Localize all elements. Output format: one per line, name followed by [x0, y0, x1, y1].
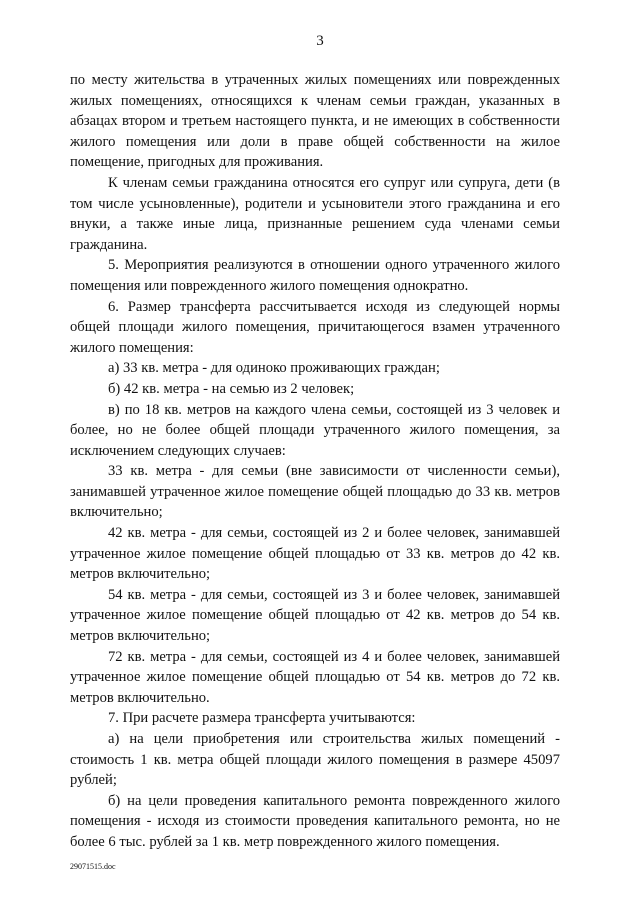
paragraph-item-6b: б) 42 кв. метра - на семью из 2 человек;	[108, 380, 355, 397]
paragraph-item-6v: в) по 18 кв. метров на каждого члена семьи, состоящей из 3 человек и более, но не более общей площади утраченного жилого помещения, за исключением следующих случаев:	[70, 401, 560, 459]
paragraph-item-7: 7. При расчете размера трансферта учитываются:	[108, 710, 416, 727]
paragraph-continuation: по месту жительства в утраченных жилых помещениях или поврежденных жилых помещениях, относящихся к членам семьи граждан, указанных в абзацах втором и третьем настоящего пункта, и не имеющих в собственности жилого помещения или доли в праве общей собственности на жилое помещение, пригодных для проживания.	[70, 72, 560, 171]
paragraph-case-54: 54 кв. метра - для семьи, состоящей из 3 и более человек, занимавшей утраченное жилое помещение общей площадью от 42 кв. метров до 54 кв. метров включительно;	[70, 586, 560, 645]
page-number: 3	[316, 33, 324, 49]
paragraph-item-7b: б) на цели проведения капитального ремонта поврежденного жилого помещения - исходя из стоимости проведения капитального ремонта, но не более 6 тыс. рублей за 1 кв. метр поврежденного жилого помещения.	[70, 792, 560, 850]
paragraph-item-7a: а) на цели приобретения или строительства жилых помещений - стоимость 1 кв. метра общей площади жилого помещения в размере 45097 рублей;	[70, 731, 560, 789]
paragraph-case-42: 42 кв. метра - для семьи, состоящей из 2 и более человек, занимавшей утраченное жилое помещение общей площадью от 33 кв. метров до 42 кв. метров включительно;	[70, 525, 560, 583]
paragraph-item-6: 6. Размер трансферта рассчитывается исходя из следующей нормы общей площади жилого помещения, причитающегося взамен утраченного жилого помещения:	[70, 298, 560, 356]
paragraph-case-72: 72 кв. метра - для семьи, состоящей из 4 и более человек, занимавшей утраченное жилое помещение общей площадью от 54 кв. метров до 72 кв. метров включительно.	[70, 648, 560, 706]
footer-document-code: 29071515.doc	[70, 862, 116, 871]
document-body	[70, 70, 560, 853]
paragraph-item-5: 5. Мероприятия реализуются в отношении одного утраченного жилого помещения или поврежденного жилого помещения однократно.	[70, 257, 560, 294]
paragraph-family-members: К членам семьи гражданина относятся его супруг или супруга, дети (в том числе усыновленные), родители и усыновители этого гражданина и его внуки, а также иные лица, признанные решением суда членами семьи гражданина.	[70, 174, 560, 253]
paragraph-case-33: 33 кв. метра - для семьи (вне зависимости от численности семьи), занимавшей утраченное жилое помещение общей площадью до 33 кв. метров включительно;	[70, 463, 560, 521]
paragraph-item-6a: а) 33 кв. метра - для одиноко проживающих граждан;	[108, 360, 440, 377]
